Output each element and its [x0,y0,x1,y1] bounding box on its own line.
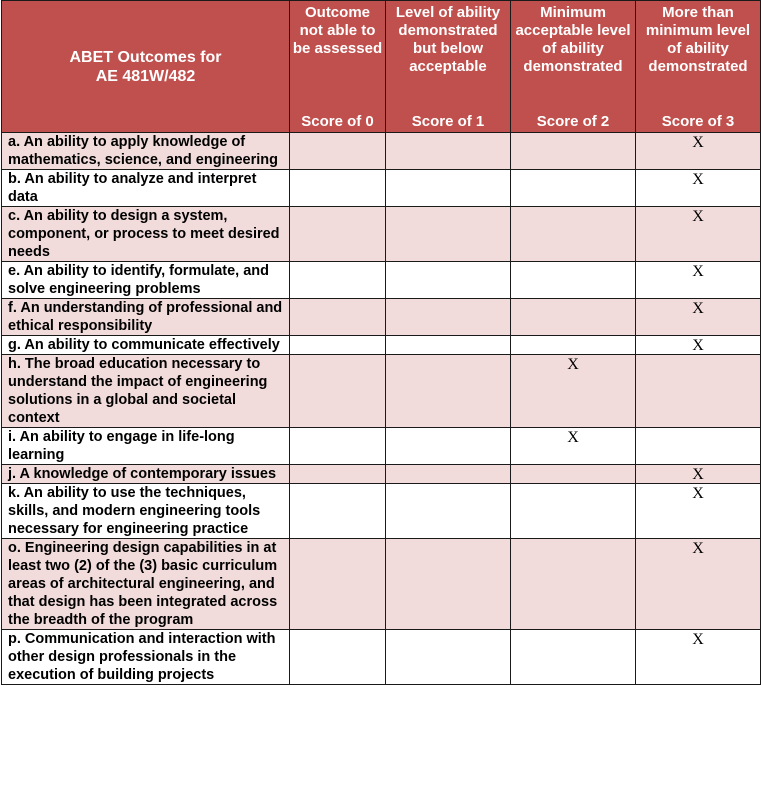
table-row [2,355,761,428]
score-2-cell [511,299,636,336]
score-2-cell [511,170,636,207]
score-3-cell: X [636,299,761,336]
table-row [2,262,761,299]
score-1-cell [386,428,511,465]
header-row [2,1,761,133]
score-3-cell: X [636,262,761,299]
score-2-cell [511,465,636,484]
score-3-cell: X [636,630,761,685]
outcome-cell: j. A knowledge of contemporary issues [2,465,290,484]
outcome-cell: o. Engineering design capabilities in at least two (2) of the (3) basic curriculum areas of architectural engineering, and that design has been integrated across the breadth of the program [2,539,290,630]
table-row [2,630,761,685]
score-2-cell [511,336,636,355]
outcome-cell: b. An ability to analyze and interpret data [2,170,290,207]
score-3-cell [636,428,761,465]
score-3-cell: X [636,207,761,262]
score-3-cell: X [636,336,761,355]
score-1-cell [386,465,511,484]
score-2-cell [511,630,636,685]
score-1-cell [386,355,511,428]
table-row [2,170,761,207]
outcome-cell: a. An ability to apply knowledge of mathematics, science, and engineering [2,133,290,170]
score-0-cell [290,207,386,262]
outcome-cell: c. An ability to design a system, component, or process to meet desired needs [2,207,290,262]
score-1-cell [386,336,511,355]
score-2-cell [511,262,636,299]
score-3-cell: X [636,170,761,207]
outcome-cell: e. An ability to identify, formulate, and solve engineering problems [2,262,290,299]
score-1-cell [386,170,511,207]
score-2-header [511,1,636,133]
outcomes-header-title: ABET Outcomes for AE 481W/482 [69,48,222,85]
score-0-cell [290,336,386,355]
outcome-cell: k. An ability to use the techniques, skills, and modern engineering tools necessary for engineering practice [2,484,290,539]
score-3-title: More than minimum level of ability demonstrated [645,4,751,75]
score-0-label: Score of 0 [301,113,374,130]
score-1-cell [386,133,511,170]
score-1-header [386,1,511,133]
score-1-cell [386,630,511,685]
outcome-cell: f. An understanding of professional and ethical responsibility [2,299,290,336]
score-0-cell [290,539,386,630]
score-0-cell [290,630,386,685]
outcomes-header [2,1,290,133]
table-row [2,465,761,484]
score-3-cell: X [636,465,761,484]
outcome-cell: i. An ability to engage in life-long learning [2,428,290,465]
score-2-cell [511,539,636,630]
table-row [2,133,761,170]
score-0-title: Outcome not able to be assessed [292,4,383,57]
score-0-cell [290,428,386,465]
score-2-cell: X [511,355,636,428]
score-2-label: Score of 2 [536,113,610,130]
score-3-cell: X [636,133,761,170]
outcome-cell: g. An ability to communicate effectively [2,336,290,355]
score-1-cell [386,262,511,299]
score-1-cell [386,299,511,336]
score-3-label: Score of 3 [661,113,735,130]
score-2-title: Minimum acceptable level of ability demonstrated [515,4,631,75]
score-2-cell: X [511,428,636,465]
score-0-cell [290,465,386,484]
score-1-cell [386,484,511,539]
table-row [2,207,761,262]
score-0-cell [290,484,386,539]
score-3-cell: X [636,539,761,630]
score-0-cell [290,133,386,170]
score-3-cell [636,355,761,428]
score-0-cell [290,299,386,336]
score-3-header [636,1,761,133]
score-1-cell [386,207,511,262]
outcome-cell: p. Communication and interaction with other design professionals in the execution of building projects [2,630,290,685]
table-body [2,133,761,685]
score-3-cell: X [636,484,761,539]
outcome-cell: h. The broad education necessary to understand the impact of engineering solutions in a global and societal context [2,355,290,428]
score-0-cell [290,355,386,428]
score-0-cell [290,170,386,207]
score-1-cell [386,539,511,630]
score-0-header [290,1,386,133]
score-1-title: Level of ability demonstrated but below acceptable [395,4,501,75]
score-1-label: Score of 1 [411,113,485,130]
abet-outcomes-table [1,0,761,685]
score-2-cell [511,133,636,170]
score-2-cell [511,484,636,539]
table-row [2,539,761,630]
score-2-cell [511,207,636,262]
table-row [2,428,761,465]
table-row [2,299,761,336]
score-0-cell [290,262,386,299]
table-row [2,336,761,355]
table-row [2,484,761,539]
